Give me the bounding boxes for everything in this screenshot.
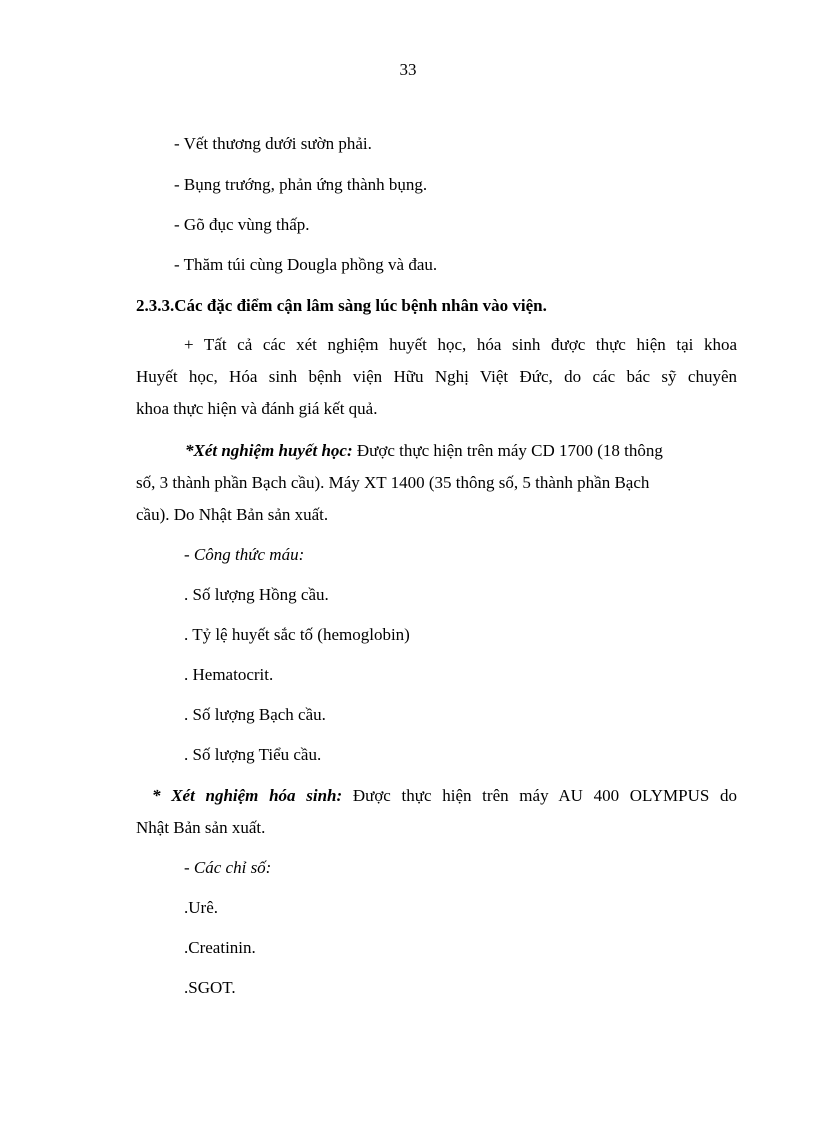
list-item: . Hematocrit. [184,665,274,684]
biochemistry-label: * Xét nghiệm hóa sinh: [152,786,343,805]
list-item: . Số lượng Tiểu cầu. [184,745,322,764]
page-number: 33 [399,60,417,79]
list-item: .SGOT. [184,978,236,997]
list-item: . Số lượng Hồng cầu. [184,585,329,604]
list-item: .Creatinin. [184,938,256,957]
paragraph-line: Nhật Bản sản xuất. [136,818,266,837]
biochemistry-text: Được thực hiện trên máy AU 400 OLYMPUS do [342,786,737,805]
hematology-text: Được thực hiện trên máy CD 1700 (18 thông [352,441,663,460]
list-item: .Urê. [184,898,218,917]
hematology-line [185,441,663,461]
section-heading: 2.3.3.Các đặc điểm cận lâm sàng lúc bệnh nhân vào viện. [136,296,547,315]
paragraph-line: khoa thực hiện và đánh giá kết quả. [136,399,378,418]
symptom-line: - Bụng trướng, phản ứng thành bụng. [174,175,428,194]
symptom-line: - Vết thương dưới sườn phải. [174,134,372,153]
symptom-line: - Gõ đục vùng thấp. [174,215,310,234]
symptom-line: - Thăm túi cùng Dougla phồng và đau. [174,255,438,274]
list-item: . Tỷ lệ huyết sắc tố (hemoglobin) [184,625,410,644]
paragraph-line: cầu). Do Nhật Bản sản xuất. [136,505,329,524]
hematology-label: *Xét nghiệm huyết học: [185,441,353,460]
list-item: . Số lượng Bạch cầu. [184,705,326,724]
blood-count-subheading: - Công thức máu: [184,545,305,564]
paragraph-line: Huyết học, Hóa sinh bệnh viện Hữu Nghị Việt Đức, do các bác sỹ chuyên [136,367,737,386]
biochemistry-line [152,786,737,806]
paragraph-line: + Tất cả các xét nghiệm huyết học, hóa sinh được thực hiện tại khoa [184,335,737,354]
indices-subheading: - Các chỉ số: [184,858,272,877]
paragraph-line: số, 3 thành phần Bạch cầu). Máy XT 1400 (35 thông số, 5 thành phần Bạch [136,473,650,492]
